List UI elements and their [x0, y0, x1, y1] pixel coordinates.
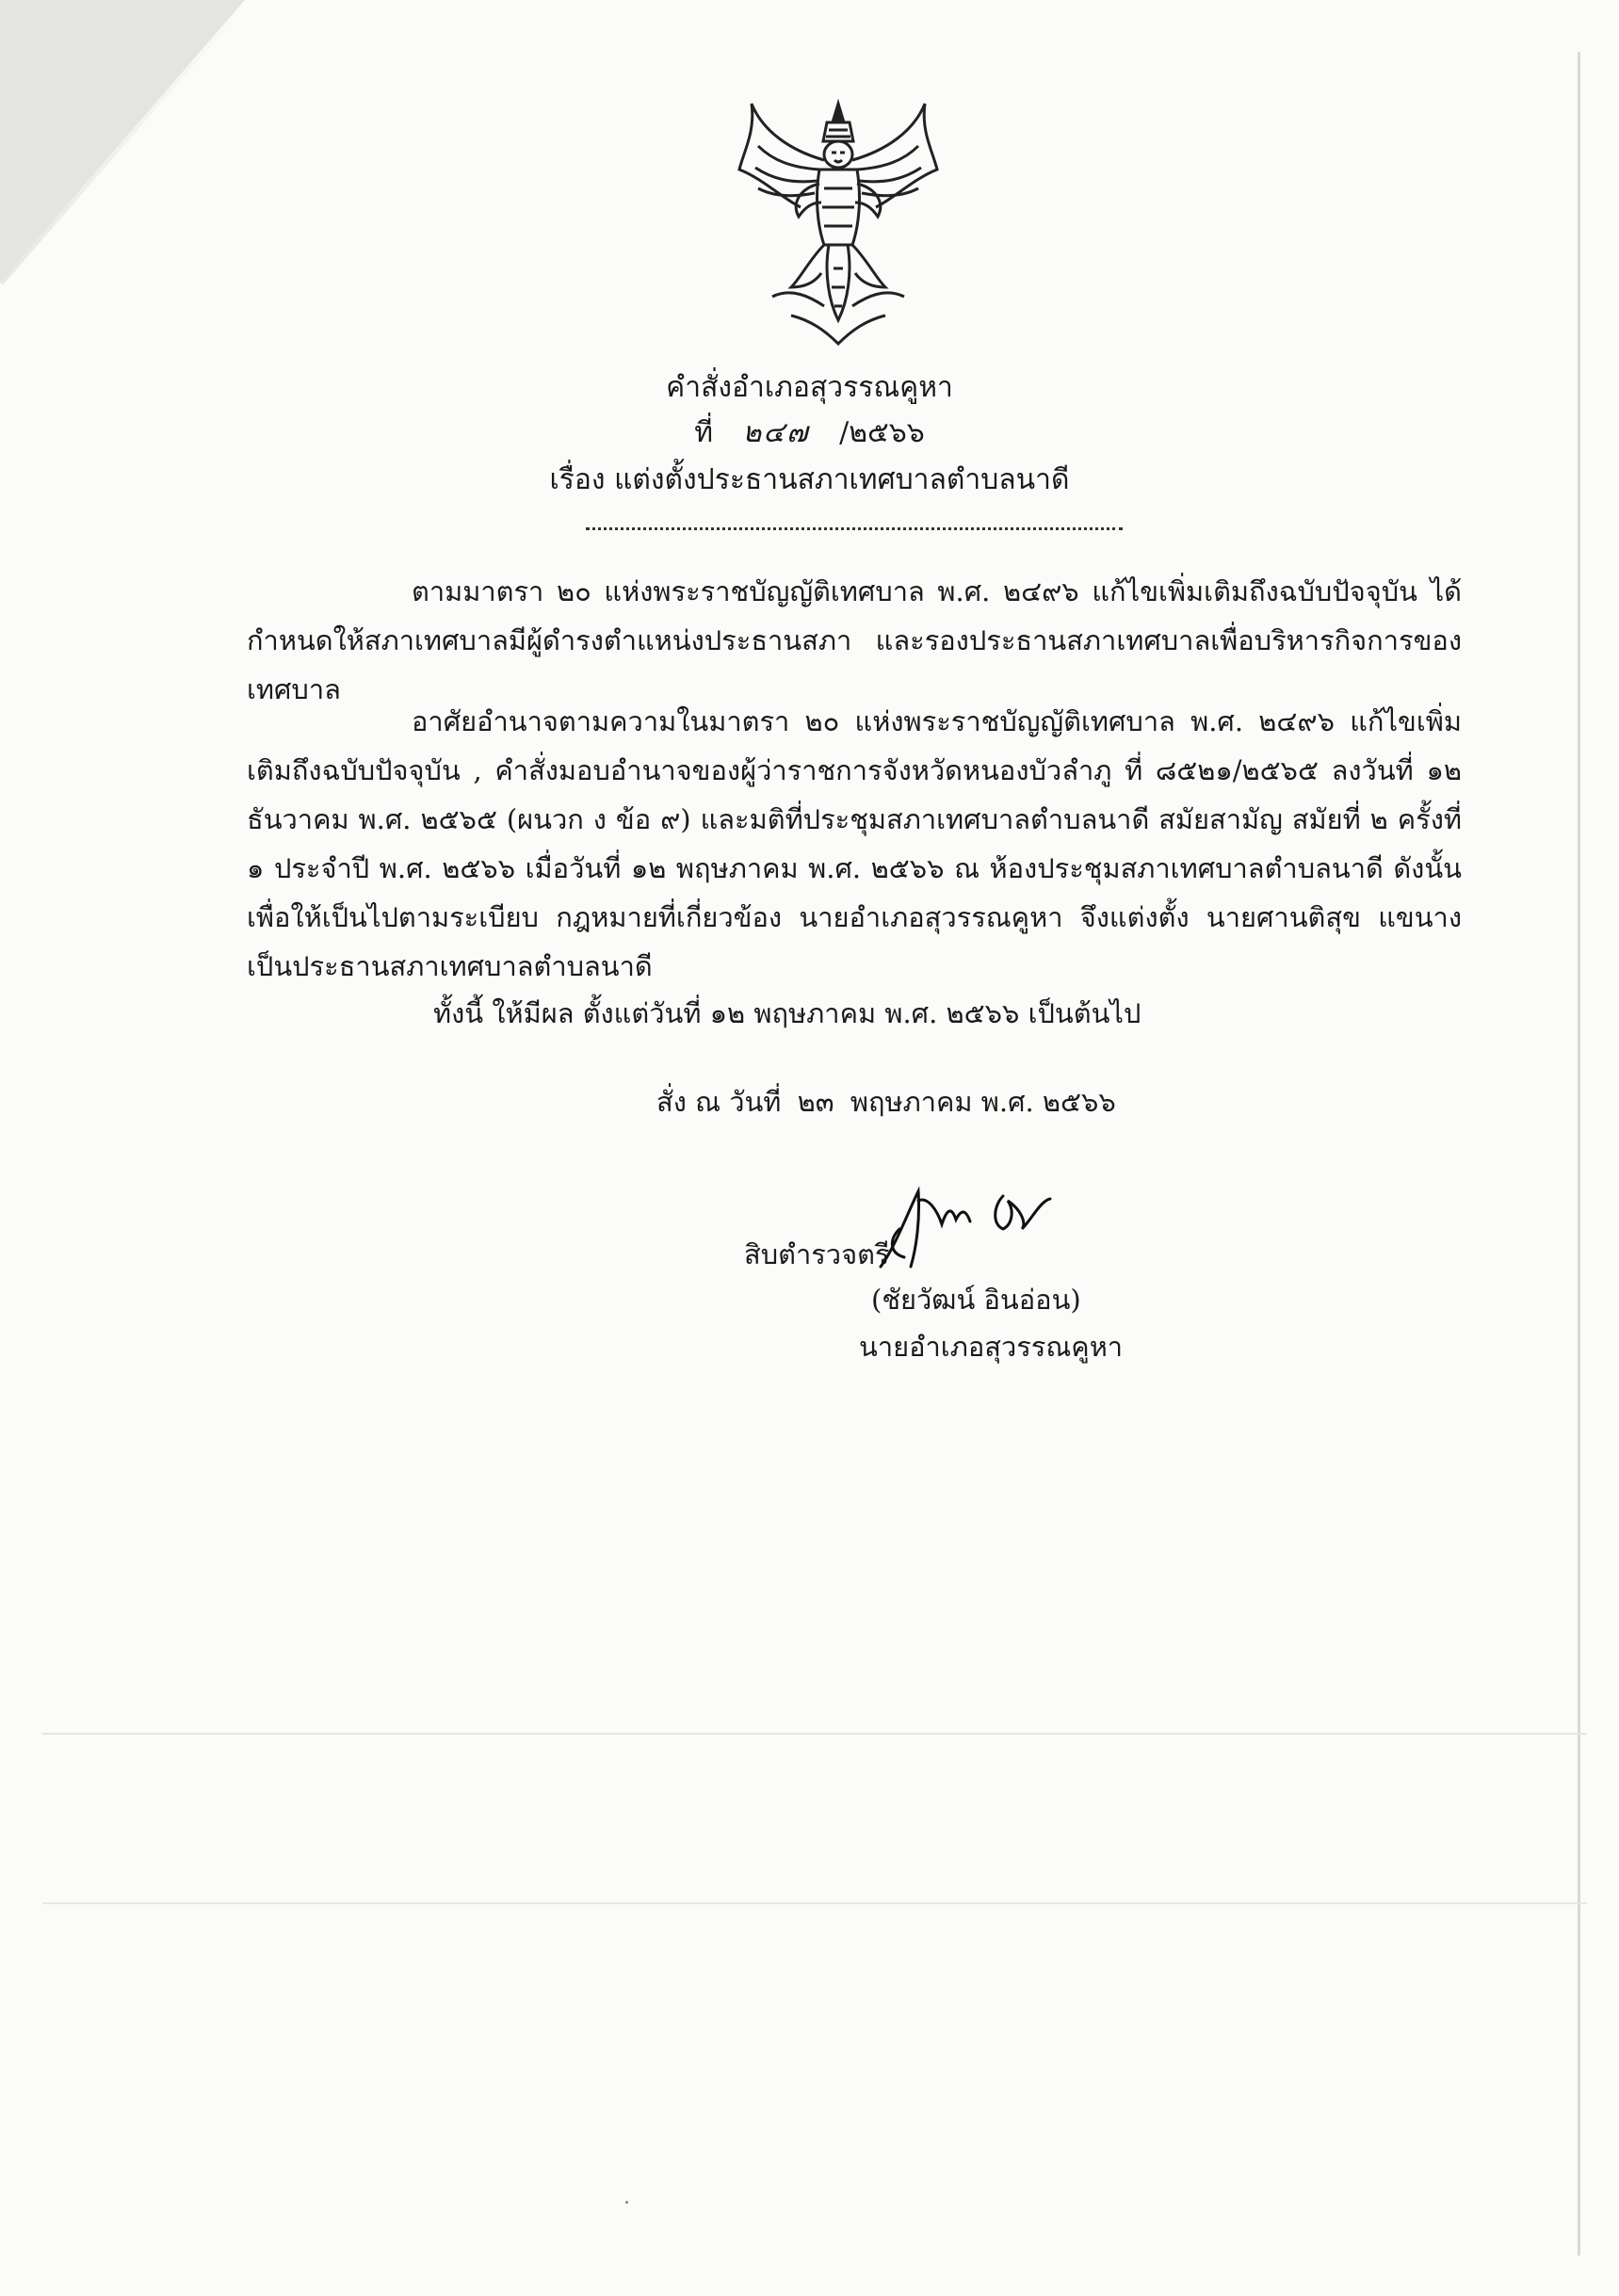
ordered-month-year: พฤษภาคม พ.ศ. ๒๕๖๖ [850, 1086, 1116, 1118]
order-subject: เรื่อง แต่งตั้งประธานสภาเทศบาลตำบลนาดี [549, 463, 1070, 496]
order-number [0, 414, 1619, 452]
order-number-prefix: ที่ [694, 416, 713, 449]
ordered-date-prefix: สั่ง ณ วันที่ [656, 1086, 782, 1118]
effective-date: ทั้งนี้ ให้มีผล ตั้งแต่วันที่ ๑๒ พฤษภาคม พ.ศ. ๒๕๖๖ เป็นต้นไป [433, 997, 1141, 1029]
paragraph-1 [247, 567, 1462, 714]
paragraph-2 [247, 697, 1462, 991]
scan-line [42, 1733, 1587, 1735]
paragraph-1-text: ตามมาตรา ๒๐ แห่งพระราชบัญญัติเทศบาล พ.ศ. ๒๔๙๖ แก้ไขเพิ่มเติมถึงฉบับปัจจุบัน ได้กำหนดให้สภาเทศบาลมีผู้ดำรงตำแหน่งประธานสภา และรองประธานสภาเทศบาลเพื่อบริหารกิจการของเทศบาล [247, 575, 1462, 705]
order-number-year: /๒๕๖๖ [839, 416, 925, 449]
separator-dots [586, 527, 1123, 530]
scan-line [42, 1902, 1587, 1904]
signatory-position: นายอำเภอสุวรรณคูหา [859, 1331, 1124, 1363]
signature-rank: สิบตำรวจตรี [744, 1238, 890, 1270]
paragraph-2-text: อาศัยอำนาจตามความในมาตรา ๒๐ แห่งพระราชบัญญัติเทศบาล พ.ศ. ๒๔๙๖ แก้ไขเพิ่มเติมถึงฉบับปัจจุบัน , คำสั่งมอบอำนาจของผู้ว่าราชการจังหวัดหนองบัวลำภู ที่ ๘๕๒๑/๒๕๖๕ ลงวันที่ ๑๒ ธันวาคม พ.ศ. ๒๕๖๕ (ผนวก ง ข้อ ๙) และมติที่ประชุมสภาเทศบาลตำบลนาดี สมัยสามัญ สมัยที่ ๒ ครั้งที่ ๑ ประจำปี พ.ศ. ๒๕๖๖ เมื่อวันที่ ๑๒ พฤษภาคม พ.ศ. ๒๕๖๖ ณ ห้องประชุมสภาเทศบาลตำบลนาดี ดังนั้น เพื่อให้เป็นไปตามระเบียบ กฎหมายที่เกี่ยวข้อง นายอำเภอสุวรรณคูหา จึงแต่งตั้ง นายศานติสุข แขนาง เป็นประธานสภาเทศบาลตำบลนาดี [247, 705, 1462, 982]
order-title: คำสั่งอำเภอสุวรรณคูหา [666, 371, 953, 404]
order-number-handwritten: ๒๔๗ [742, 416, 810, 449]
signatory-name: (ชัยวัฒน์ อินอ่อน) [871, 1284, 1081, 1316]
ordered-date [656, 1083, 1116, 1121]
garuda-emblem-icon [735, 94, 942, 353]
ordered-day-handwritten: ๒๓ [797, 1086, 834, 1118]
handwritten-signature-icon [862, 1172, 1107, 1276]
scan-speck [625, 2201, 628, 2204]
